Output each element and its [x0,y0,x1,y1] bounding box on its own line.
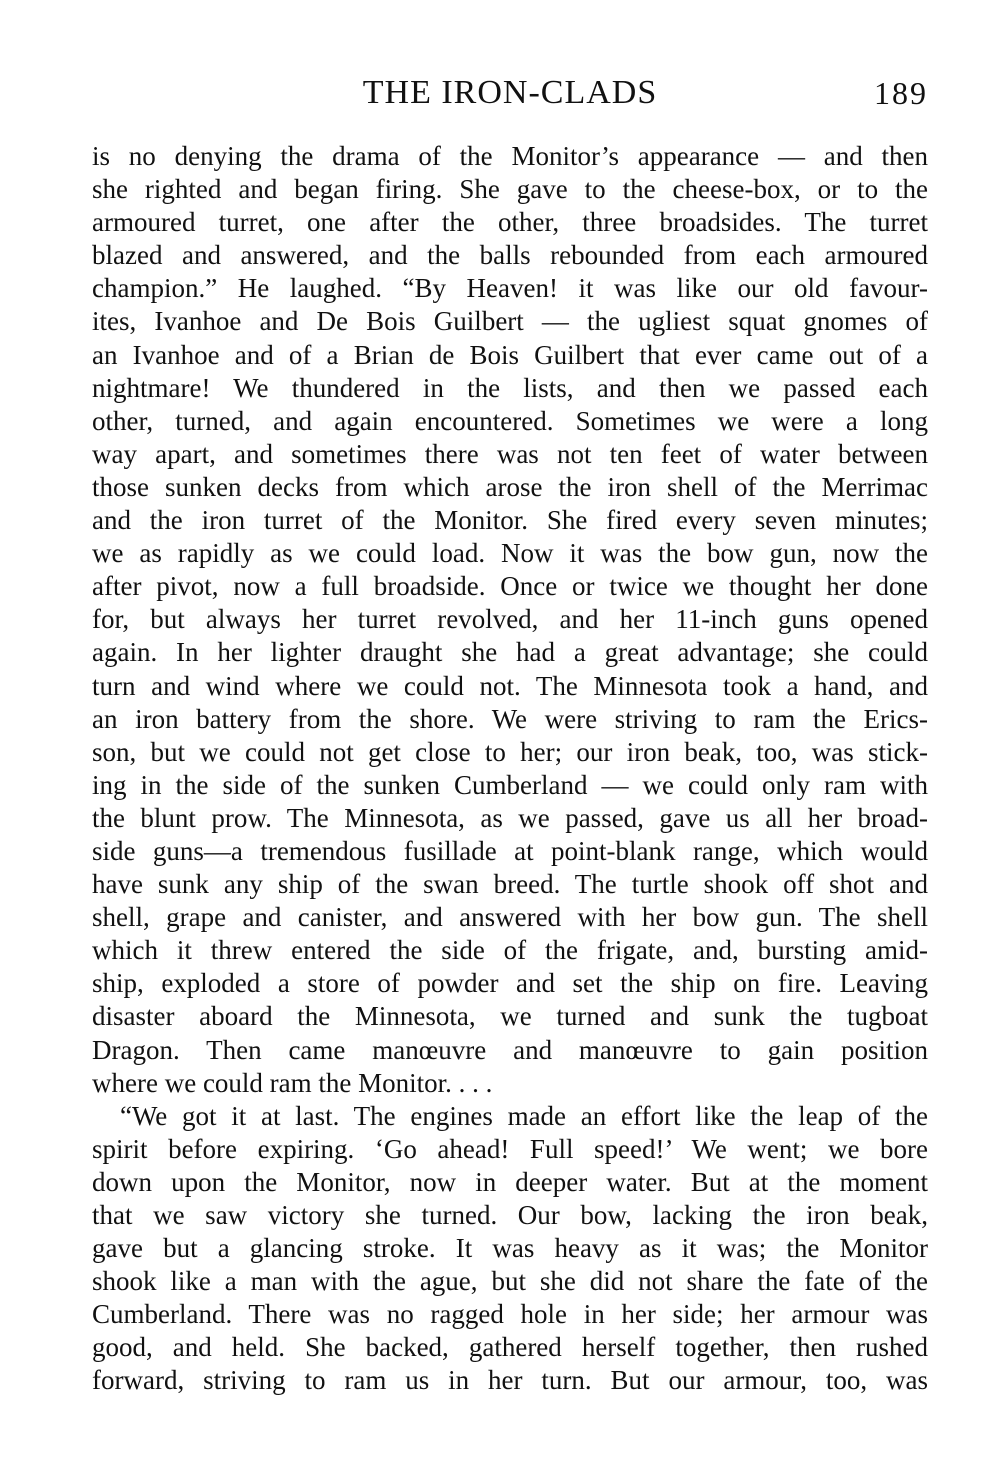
text-line: an Ivanhoe and of a Brian de Bois Guilbert that ever came out of a [92,339,928,370]
text-line: which it threw entered the side of the frigate, and, bursting amid- [92,935,928,966]
text-line: side guns—a tremendous fusillade at point-blank range, which would [92,835,928,866]
text-line: is no denying the drama of the Monitor’s appearance — and then [92,141,928,171]
text-line: Dragon. Then came manœuvre and manœuvre to gain position [92,1034,928,1065]
running-head [92,70,928,116]
text-line: armoured turret, one after the other, three broadsides. The turret [92,207,928,238]
text-line: we as rapidly as we could load. Now it was the bow gun, now the [92,538,928,569]
text-line: gave but a glancing stroke. It was heavy as it was; the Monitor [92,1233,928,1264]
text-line: again. In her lighter draught she had a great advantage; she could [92,637,928,668]
running-title: THE IRON-CLADS [362,74,658,111]
text-line: blazed and answered, and the balls rebounded from each armoured [92,240,928,271]
text-line: “We got it at last. The engines made an effort like the leap of the [120,1100,928,1131]
text-line: turn and wind where we could not. The Minnesota took a hand, and [92,670,928,701]
text-line: down upon the Monitor, now in deeper water. But at the moment [92,1166,928,1197]
text-line: and the iron turret of the Monitor. She fired every seven minutes; [92,505,928,536]
text-line: disaster aboard the Minnesota, we turned and sunk the tugboat [92,1001,928,1032]
text-line: champion.” He laughed. “By Heaven! it was like our old favour- [92,273,928,304]
text-line: forward, striving to ram us in her turn. But our armour, too, was [92,1365,928,1396]
text-line: those sunken decks from which arose the iron shell of the Merrimac [92,471,928,502]
text-line: the blunt prow. The Minnesota, as we passed, gave us all her broad- [92,802,928,833]
text-line: for, but always her turret revolved, and her 11-inch guns opened [92,604,928,635]
text-line: after pivot, now a full broadside. Once or twice we thought her done [92,571,928,602]
text-line: son, but we could not get close to her; our iron beak, too, was stick- [92,736,928,767]
text-line: that we saw victory she turned. Our bow, lacking the iron beak, [92,1200,928,1230]
text-line: ing in the side of the sunken Cumberland — we could only ram with [92,769,928,800]
text-line: Cumberland. There was no ragged hole in her side; her armour was [92,1299,928,1330]
text-line: nightmare! We thundered in the lists, and then we passed each [92,372,928,403]
text-line: have sunk any ship of the swan breed. The turtle shook off shot and [92,869,928,900]
page-number: 189 [874,75,928,111]
text-line: good, and held. She backed, gathered herself together, then rushed [92,1332,928,1363]
text-line: shook like a man with the ague, but she did not share the fate of the [92,1266,928,1297]
text-line: shell, grape and canister, and answered with her bow gun. The shell [92,902,928,933]
body-text [92,140,928,1398]
text-line: where we could ram the Monitor. . . . [92,1067,493,1098]
text-line: she righted and began firing. She gave to the cheese-box, or to the [92,174,928,205]
text-line: an iron battery from the shore. We were striving to ram the Erics- [92,703,928,734]
text-line: other, turned, and again encountered. Sometimes we were a long [92,405,928,436]
text-line: way apart, and sometimes there was not ten feet of water between [92,438,928,469]
text-line: ites, Ivanhoe and De Bois Guilbert — the ugliest squat gnomes of [92,306,928,337]
text-line: spirit before expiring. ‘Go ahead! Full speed!’ We went; we bore [92,1133,928,1164]
text-line: ship, exploded a store of powder and set the ship on fire. Leaving [92,968,928,999]
